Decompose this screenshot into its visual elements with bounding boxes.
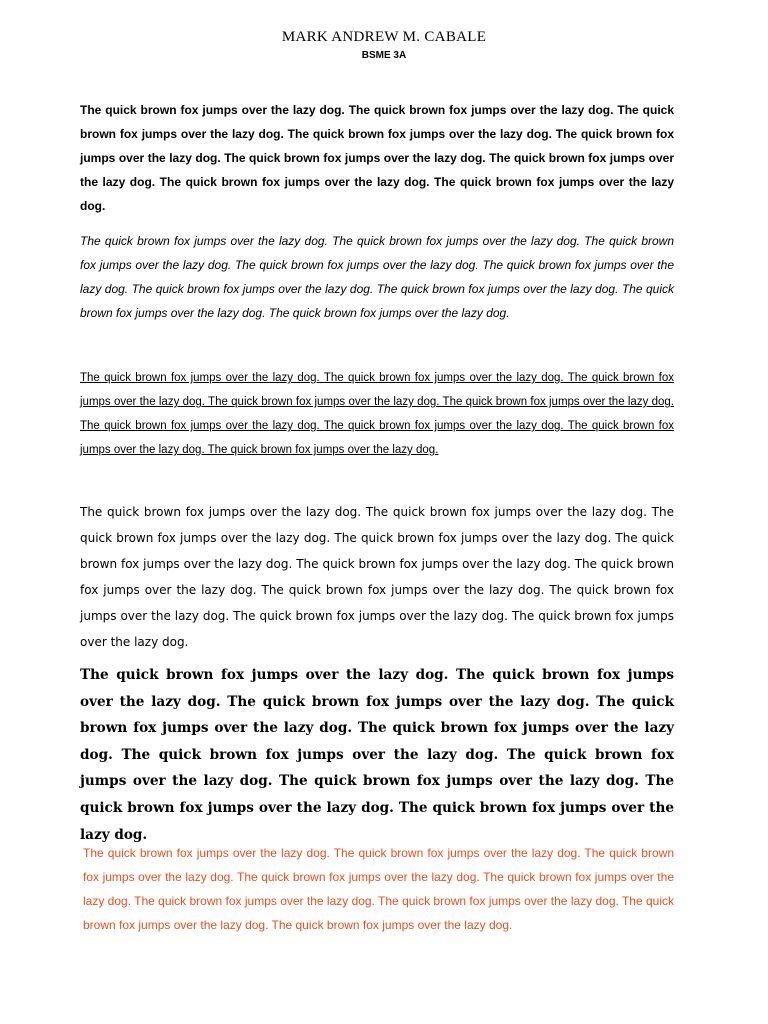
paragraph-underline: The quick brown fox jumps over the lazy dog. The quick brown fox jumps over the lazy dog. The quick brown fox jumps over the lazy dog. The quick brown fox jumps over the lazy dog. The quick brown fox jumps over the lazy dog. The quick brown fox jumps over the lazy dog. The quick brown fox jumps over the lazy dog. The quick brown fox jumps over the lazy dog. The quick brown fox jumps over the lazy dog. xyxy=(80,372,674,456)
paragraph-serif-bold: The quick brown fox jumps over the lazy dog. The quick brown fox jumps over the lazy dog. The quick brown fox jumps over the lazy dog. The quick brown fox jumps over the lazy dog. The quick brown fox jumps over the lazy dog. The quick brown fox jumps over the lazy dog. The quick brown fox jumps over the lazy dog. The quick brown fox jumps over the lazy dog. The quick brown fox jumps over the lazy dog. The quick brown fox jumps over the lazy dog. xyxy=(80,667,674,843)
paragraph-italic: The quick brown fox jumps over the lazy dog. The quick brown fox jumps over the lazy dog. The quick brown fox jumps over the lazy dog. The quick brown fox jumps over the lazy dog. The quick brown fox jumps over the lazy dog. The quick brown fox jumps over the lazy dog. The quick brown fox jumps over the lazy dog. The quick brown fox jumps over the lazy dog. The quick brown fox jumps over the lazy dog. xyxy=(80,234,674,320)
section-label: BSME 3A xyxy=(361,50,407,61)
author-name: MARK ANDREW M. CABALE xyxy=(281,29,487,45)
paragraph-orange: The quick brown fox jumps over the lazy dog. The quick brown fox jumps over the lazy dog. The quick brown fox jumps over the lazy dog. The quick brown fox jumps over the lazy dog. The quick brown fox jumps over the lazy dog. The quick brown fox jumps over the lazy dog. The quick brown fox jumps over the lazy dog. The quick brown fox jumps over the lazy dog. The quick brown fox jumps over the lazy dog. xyxy=(83,846,674,932)
paragraph-bold: The quick brown fox jumps over the lazy dog. The quick brown fox jumps over the lazy dog. The quick brown fox jumps over the lazy dog. The quick brown fox jumps over the lazy dog. The quick brown fox jumps over the lazy dog. The quick brown fox jumps over the lazy dog. The quick brown fox jumps over the lazy dog. The quick brown fox jumps over the lazy dog. The quick brown fox jumps over the lazy dog. xyxy=(80,103,674,213)
paragraph-plain: The quick brown fox jumps over the lazy dog. The quick brown fox jumps over the lazy dog. The quick brown fox jumps over the lazy dog. The quick brown fox jumps over the lazy dog. The quick brown fox jumps over the lazy dog. The quick brown fox jumps over the lazy dog. The quick brown fox jumps over the lazy dog. The quick brown fox jumps over the lazy dog. The quick brown fox jumps over the lazy dog. The quick brown fox jumps over the lazy dog. The quick brown fox jumps over the lazy dog. xyxy=(80,505,674,649)
